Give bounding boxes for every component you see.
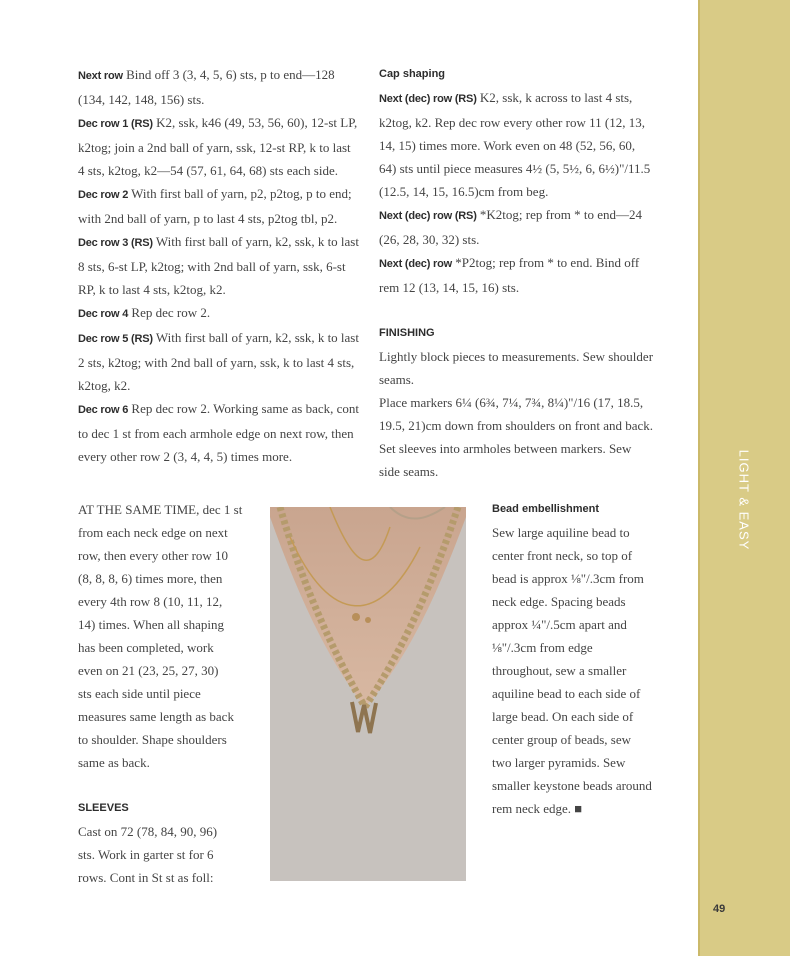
- row-label: Dec row 2: [78, 189, 129, 201]
- finishing-heading: FINISHING: [379, 327, 435, 339]
- paragraph-cap-3: [379, 251, 655, 299]
- line: (8, 8, 8, 6) times more, then: [78, 571, 223, 586]
- row-text: With first ball of yarn, k2, ssk, k to last 8 sts, 6-st LP, k2tog; with 2nd ball of yarn, ssk, 6-st RP, k to last 4 sts, k2tog, k2.: [78, 234, 359, 297]
- right-column-top: [379, 63, 655, 483]
- row-label: Dec row 4: [78, 308, 129, 320]
- row-text: With first ball of yarn, k2, ssk, k to last 2 sts, k2tog; with 2nd ball of yarn, ssk, k to last 4 sts, k2tog, k2.: [78, 330, 359, 393]
- row-label: Dec row 3 (RS): [78, 237, 153, 249]
- paragraph-dec-row-6: [78, 397, 360, 468]
- line: to shoulder. Shape shoulders: [78, 732, 227, 747]
- paragraph-next-row: [78, 63, 360, 111]
- spacer: [78, 774, 270, 797]
- row-label: Next (dec) row: [379, 258, 452, 270]
- bead-column: [492, 498, 692, 820]
- line: Sew large aquiline bead to: [492, 525, 630, 540]
- row-text: *K2tog; rep from * to end—24 (26, 28, 30, 32) sts.: [379, 207, 643, 247]
- line: rows. Cont in St st as foll:: [78, 870, 214, 885]
- line: AT THE SAME TIME, dec 1 st: [78, 502, 243, 517]
- finishing-text: Lightly block pieces to measurements. Sew shoulder seams.: [379, 349, 654, 387]
- line: neck edge. Spacing beads: [492, 594, 626, 609]
- row-label: Next row: [78, 70, 123, 82]
- paragraph-dec-row-5: [78, 326, 360, 397]
- line: ⅛"/.3cm from edge: [492, 640, 593, 655]
- line: measures same length as back: [78, 709, 234, 724]
- line: 14) times. When all shaping: [78, 617, 224, 632]
- paragraph-dec-row-2: [78, 182, 360, 230]
- row-label: Next (dec) row (RS): [379, 210, 477, 222]
- line: every 4th row 8 (10, 11, 12,: [78, 594, 223, 609]
- row-text: *P2tog; rep from * to end. Bind off rem 12 (13, 14, 15, 16) sts.: [379, 255, 640, 295]
- row-text: With first ball of yarn, p2, p2tog, p to end; with 2nd ball of yarn, p to last 4 sts, p2tog tbl, p2.: [78, 186, 352, 226]
- paragraph-dec-row-4: [78, 301, 360, 326]
- line: throughout, sew a smaller: [492, 663, 627, 678]
- line: aquiline bead to each side of: [492, 686, 641, 701]
- row-label: Next (dec) row (RS): [379, 93, 477, 105]
- line: from each neck edge on next: [78, 525, 228, 540]
- row-text: K2, ssk, k46 (49, 53, 56, 60), 12-st LP, k2tog; join a 2nd ball of yarn, ssk, 12-st RP, k to last 4 sts, k2tog, k2—54 (57, 61, 64, 68) sts each side.: [78, 115, 358, 178]
- line: same as back.: [78, 755, 150, 770]
- row-text: K2, ssk, k across to last 4 sts, k2tog, k2. Rep dec row every other row 11 (12, 13, 14, 15) times more. Work even on 48 (52, 56, 60, 64) sts until piece measures 4½ (5, 5½, 6, 6½)"/11.5 (12.5, 14, 15, 16.5)cm from beg.: [379, 90, 651, 199]
- line: even on 21 (23, 25, 27, 30): [78, 663, 219, 678]
- spacer: [379, 299, 655, 322]
- markers-text: Place markers 6¼ (6¾, 7¼, 7¾, 8¼)"/16 (17, 18.5, 19.5, 21)cm down from shoulders on front and back. Set sleeves into armholes between markers. Sew side seams.: [379, 395, 654, 479]
- line: sts. Work in garter st for 6: [78, 847, 214, 862]
- row-text: Bind off 3 (3, 4, 5, 6) sts, p to end—128 (134, 142, 148, 156) sts.: [78, 67, 335, 107]
- row-label: Dec row 5 (RS): [78, 333, 153, 345]
- paragraph-dec-row-1: [78, 111, 360, 182]
- line: rem neck edge. ■: [492, 801, 583, 816]
- line: has been completed, work: [78, 640, 214, 655]
- bead-heading: Bead embellishment: [492, 503, 599, 515]
- line: approx ¼"/.5cm apart and: [492, 617, 627, 632]
- line: large bead. On each side of: [492, 709, 634, 724]
- row-label: Dec row 1 (RS): [78, 118, 153, 130]
- paragraph-dec-row-3: [78, 230, 360, 301]
- line: bead is approx ⅛"/.3cm from: [492, 571, 644, 586]
- page-number: 49: [713, 903, 726, 915]
- row-text: Rep dec row 2. Working same as back, cont to dec 1 st from each armhole edge on next row, then every other row 2 (3, 4, 4, 5) times more.: [78, 401, 360, 464]
- row-label: Dec row 6: [78, 404, 129, 416]
- section-label: LIGHT & EASY: [736, 449, 752, 551]
- neckline-illustration: [270, 507, 466, 881]
- line: Cast on 72 (78, 84, 90, 96): [78, 824, 218, 839]
- cap-shaping-heading: Cap shaping: [379, 68, 446, 80]
- paragraph-cap-1: [379, 86, 655, 203]
- line: row, then every other row 10: [78, 548, 229, 563]
- line: center front neck, so top of: [492, 548, 633, 563]
- row-text: Rep dec row 2.: [128, 305, 211, 320]
- line: two larger pyramids. Sew: [492, 755, 626, 770]
- line: smaller keystone beads around: [492, 778, 652, 793]
- paragraph-cap-2: [379, 203, 655, 251]
- left-column-top: [78, 63, 360, 468]
- left-column-narrow: [78, 498, 270, 889]
- line: sts each side until piece: [78, 686, 201, 701]
- neckline-photo: [270, 507, 466, 881]
- line: center group of beads, sew: [492, 732, 631, 747]
- sleeves-heading: SLEEVES: [78, 802, 129, 814]
